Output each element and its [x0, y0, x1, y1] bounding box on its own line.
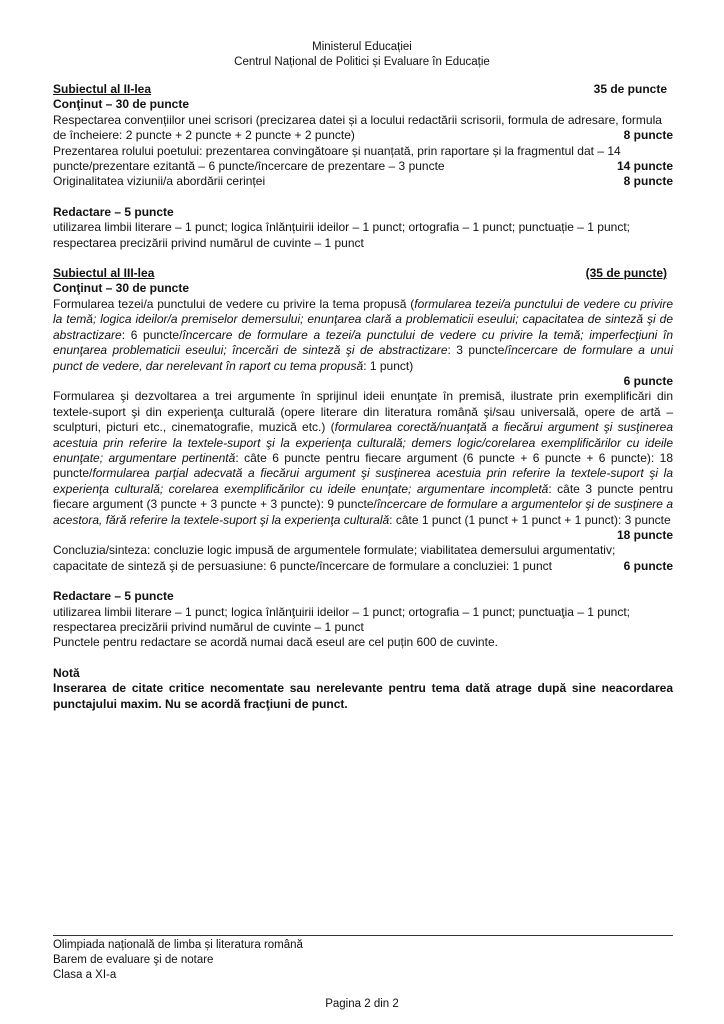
- s2-item-3-text: Originalitatea viziunii/a abordării cerinței: [53, 174, 266, 189]
- s3-content-heading: Conţinut – 30 de puncte: [53, 281, 190, 296]
- footer-barem: Barem de evaluare şi de notare: [53, 954, 214, 966]
- s2-content-heading: Conţinut – 30 de puncte: [53, 97, 190, 112]
- s2-heading-row: [53, 82, 673, 97]
- page-footer: [53, 938, 303, 983]
- header-ministry: Ministerul Educației: [312, 41, 412, 53]
- s3-heading-row: [53, 266, 673, 281]
- s3-redactare-heading: Redactare – 5 puncte: [53, 589, 174, 604]
- s3-paragraph-3-points: 6 puncte: [623, 558, 673, 573]
- s3-title: Subiectul al III-lea: [53, 266, 155, 281]
- page-number: Pagina 2 din 2: [325, 998, 399, 1010]
- s3-redactare-note: Punctele pentru redactare se acordă numai dacă eseul are cel puțin 600 de cuvinte.: [53, 635, 498, 650]
- s3-p1-f: încercare de formulare a unui punct de vedere, dar nerelevant în raport cu tema propusă: [53, 343, 674, 373]
- s2-item-2-points: 14 puncte: [616, 159, 673, 174]
- s2-item-3-points: 8 puncte: [623, 174, 673, 189]
- s3-paragraph-2-points: 18 puncte: [616, 527, 673, 542]
- s3-p1-a: Formularea tezei/a punctului de vedere cu privire la tema propusă (: [53, 296, 415, 311]
- footer-divider: [53, 935, 673, 936]
- header-center: Centrul Național de Politici și Evaluare în Educație: [234, 56, 490, 68]
- s3-p3-text: Concluzia/sinteza: concluzie logic impusă de argumentele formulate; viabilitatea demersului argumentativ; capacitate de sinteză şi de persuasiune: 6 puncte/încercare de formulare a concluziei: 1 punct: [53, 543, 616, 573]
- s3-paragraph-3: [53, 543, 673, 574]
- document-body: [53, 82, 673, 712]
- s3-p1-g: : 1 punct): [363, 358, 414, 373]
- s2-item-1-text: Respectarea convențiilor unei scrisori (precizarea datei și a locului redactării scrisorii, formula de adresare, formula de încheiere: 2 puncte + 2 puncte + 2 puncte + 2 puncte): [53, 112, 662, 143]
- s2-title: Subiectul al II-lea: [53, 82, 152, 96]
- page-header: [0, 40, 724, 70]
- s3-p2-d: formularea parţial adecvată a fiecărui argument şi susţinerea acestuia prin referire la textele-suport şi la experienţa culturală; corelarea exemplificărilor cu ideile enunţate; argumentare incompletă: [53, 466, 673, 496]
- s3-p2-g: : câte 1 punct (1 punct + 1 punct + 1 punct): 3 puncte: [389, 512, 671, 527]
- s2-item-2-text: Prezentarea rolului poetului: prezentarea convingătoare și nuanțată, prin raportare și la fragmentul dat – 14 puncte/prezentare ezitantă – 6 puncte/încercare de prezentare – 3 puncte: [53, 143, 621, 174]
- s2-redactare-text: utilizarea limbii literare – 1 punct; logica înlănțuirii ideilor – 1 punct; ortografia – 1 punct; punctuație – 1 punct; respectarea precizării privind numărul de cuvinte – 1 punct: [53, 220, 630, 250]
- s3-p2-e: : câte 3 puncte pentru fiecare argument (3 puncte + 3 puncte + 3 puncte): 9 puncte/: [53, 481, 673, 512]
- footer-olympiad: Olimpiada națională de limba și literatura română: [53, 939, 303, 951]
- footer-class: Clasa a XI-a: [53, 969, 117, 981]
- s2-redactare-heading: Redactare – 5 puncte: [53, 204, 174, 219]
- s3-p1-d: încercare de formulare a tezei/a punctului de vedere cu privire la temă; imperfecţiuni în enunţarea problematicii eseului; încercări de sinteză şi de abstractizare: [53, 327, 673, 358]
- s3-p2-b: formularea corectă/nuanţată a fiecărui argument şi susţinerea acestuia prin referire la textele-suport şi la experienţa culturală; demers logic/corelarea exemplificărilor cu ideile enunţate; argumentare pertinentă: [53, 420, 673, 465]
- s3-p1-e: : 3 puncte/: [447, 343, 508, 358]
- s3-p2-f: încercare de formulare a argumentelor şi de susţinere a acestora, fără referire la textele-suport şi la experienţa culturală: [53, 497, 674, 527]
- s2-item-1-points: 8 puncte: [623, 128, 673, 143]
- s2-item-3: [53, 174, 673, 189]
- s2-item-1: [53, 113, 673, 144]
- note-heading: Notă: [53, 665, 80, 680]
- s2-points: 35 de puncte: [593, 82, 667, 96]
- s3-paragraph-2: [53, 389, 674, 542]
- s3-p2-a: Formularea şi dezvoltarea a trei argumente în sprijinul ideii enunţate în premisă, ilustrate prin exemplificări din textele-suport şi din experienţa culturală (opere literare din literatura română şi/sau universală, opere de artă – sculpturi, picturi etc., cinematografie, muzică etc.) (: [53, 389, 673, 435]
- s3-p2-c: : câte 6 puncte pentru fiecare argument (6 puncte + 6 puncte + 6 puncte): 18 puncte/: [53, 450, 674, 481]
- s3-points: (35 de puncte): [585, 266, 667, 281]
- s2-item-2: [53, 144, 673, 175]
- s3-paragraph-1-points: 6 puncte: [623, 373, 673, 388]
- s3-p1-c: : 6 puncte/: [121, 327, 183, 342]
- s3-redactare-text: utilizarea limbii literare – 1 punct; logica înlănţuirii ideilor – 1 punct; ortografia – 1 punct; punctuaţia – 1 punct; respectarea precizării privind numărul de cuvinte – 1 punct: [53, 604, 630, 634]
- s3-p1-b: formularea tezei/a punctului de vedere cu privire la temă; logica ideilor/a premiselor demersului; enunţarea clară a problematicii eseului; capacitatea de sinteză şi de abstractizare: [53, 296, 673, 342]
- note-text: Inserarea de citate critice necomentate sau nerelevante pentru tema dată atrage după sine neacordarea punctajului maxim. Nu se acordă fracţiuni de punct.: [53, 681, 673, 711]
- s3-paragraph-1: [53, 297, 673, 374]
